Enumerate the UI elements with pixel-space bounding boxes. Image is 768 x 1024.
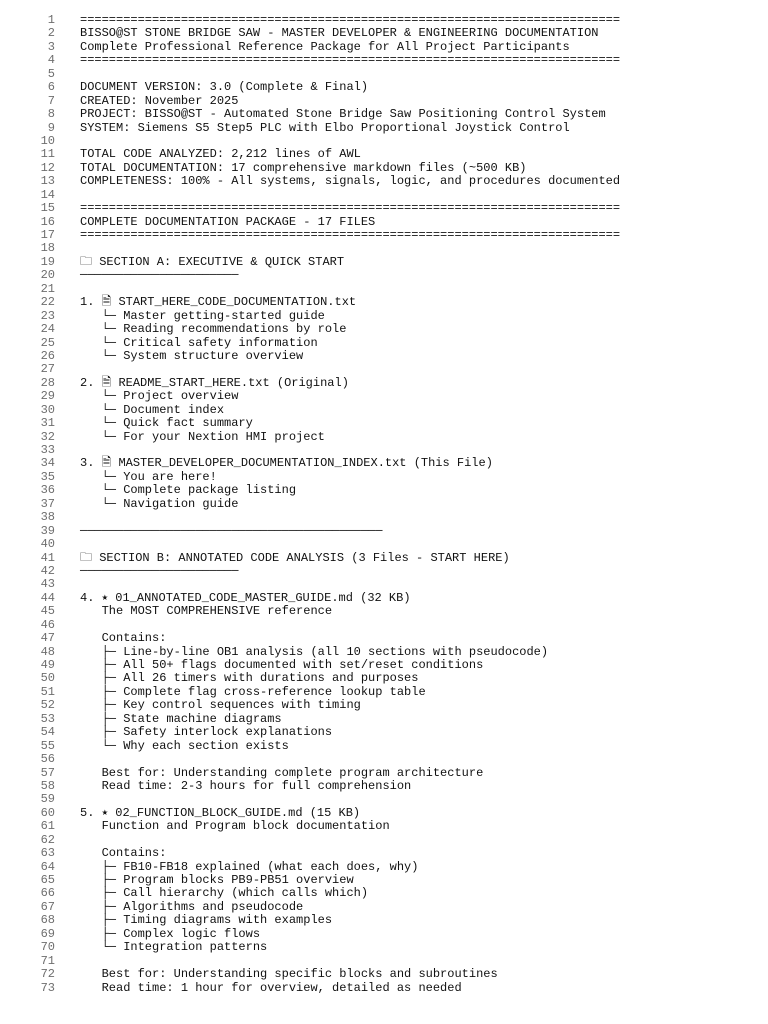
line-number: 10 xyxy=(40,133,55,148)
code-line xyxy=(0,726,768,739)
code-line xyxy=(0,565,768,578)
code-line xyxy=(0,793,768,806)
line-number: 15 xyxy=(40,201,55,216)
code-line xyxy=(0,68,768,81)
code-line xyxy=(0,619,768,632)
code-line xyxy=(0,592,768,605)
line-number: 21 xyxy=(40,281,55,296)
line-text: └─ For your Nextion HMI project xyxy=(80,429,325,444)
line-text: =========================================================================== xyxy=(80,13,621,27)
line-text: ├─ Algorithms and pseudocode xyxy=(80,899,304,914)
line-number: 60 xyxy=(40,805,55,820)
line-number: 57 xyxy=(40,765,55,780)
code-line xyxy=(0,525,768,538)
line-text: ├─ Call hierarchy (which calls which) xyxy=(80,886,369,901)
line-text: └─ Project overview xyxy=(80,389,239,404)
line-number: 7 xyxy=(47,93,55,108)
code-line xyxy=(0,498,768,511)
line-number: 18 xyxy=(40,241,55,256)
line-text: ├─ FB10-FB18 explained (what each does, why) xyxy=(80,859,419,874)
line-number: 73 xyxy=(40,980,55,995)
line-number: 38 xyxy=(40,510,55,525)
line-number: 5 xyxy=(47,66,55,81)
line-number: 49 xyxy=(40,658,55,672)
line-number: 70 xyxy=(40,940,55,955)
line-number: 9 xyxy=(47,120,55,135)
line-text: Contains: xyxy=(80,631,167,646)
code-line xyxy=(0,632,768,645)
line-text: ├─ Line-by-line OB1 analysis (all 10 sections with pseudocode) xyxy=(80,644,549,659)
code-line xyxy=(0,189,768,202)
code-line xyxy=(0,578,768,591)
line-text: TOTAL DOCUMENTATION: 17 comprehensive markdown files (~500 KB) xyxy=(80,160,527,175)
line-text: 5. ⭑ 02_FUNCTION_BLOCK_GUIDE.md (15 KB) xyxy=(80,805,361,820)
line-text: ├─ Key control sequences with timing xyxy=(80,698,361,713)
line-text: Best for: Understanding complete program architecture xyxy=(80,765,484,780)
line-text: Best for: Understanding specific blocks and subroutines xyxy=(80,967,498,982)
code-line xyxy=(0,753,768,766)
line-text: 3. 🗎 MASTER_DEVELOPER_DOCUMENTATION_INDEX.txt (This File) xyxy=(80,456,493,471)
code-line xyxy=(0,538,768,551)
line-number: 19 xyxy=(40,254,55,269)
code-line xyxy=(0,350,768,363)
code-line xyxy=(0,296,768,309)
line-text: ├─ All 26 timers with durations and purposes xyxy=(80,671,419,686)
line-number: 54 xyxy=(40,725,55,740)
code-line xyxy=(0,323,768,336)
line-number: 53 xyxy=(40,711,55,726)
line-number: 56 xyxy=(40,752,55,767)
code-line xyxy=(0,968,768,981)
line-text: ├─ Safety interlock explanations xyxy=(80,725,333,740)
line-text: └─ Quick fact summary xyxy=(80,416,253,431)
code-line xyxy=(0,686,768,699)
line-text: └─ System structure overview xyxy=(80,348,304,363)
code-line xyxy=(0,861,768,874)
line-number: 33 xyxy=(40,443,55,457)
line-text: ├─ Complete flag cross-reference lookup table xyxy=(80,684,426,699)
line-text: ├─ All 50+ flags documented with set/reset conditions xyxy=(80,658,484,672)
line-number: 36 xyxy=(40,483,55,498)
line-number: 22 xyxy=(40,295,55,310)
code-line xyxy=(0,444,768,457)
line-text: The MOST COMPREHENSIVE reference xyxy=(80,604,333,619)
line-number: 39 xyxy=(40,523,55,538)
line-text: =========================================================================== xyxy=(80,53,621,68)
code-line xyxy=(0,269,768,282)
line-text: Function and Program block documentation xyxy=(80,819,390,834)
code-line xyxy=(0,780,768,793)
line-number: 63 xyxy=(40,846,55,861)
line-number: 61 xyxy=(40,819,55,834)
code-line xyxy=(0,256,768,269)
code-line xyxy=(0,941,768,954)
code-line xyxy=(0,54,768,67)
line-number: 46 xyxy=(40,617,55,632)
code-line xyxy=(0,646,768,659)
line-number: 42 xyxy=(40,563,55,578)
line-text: 🗀 SECTION B: ANNOTATED CODE ANALYSIS (3 Files - START HERE) xyxy=(80,550,510,565)
line-number: 1 xyxy=(47,13,55,27)
code-line xyxy=(0,471,768,484)
code-line xyxy=(0,511,768,524)
line-number: 35 xyxy=(40,469,55,484)
line-number: 72 xyxy=(40,967,55,982)
code-line xyxy=(0,431,768,444)
line-text: └─ Integration patterns xyxy=(80,940,268,955)
line-text: Complete Professional Reference Package for All Project Participants xyxy=(80,39,570,54)
code-line xyxy=(0,216,768,229)
code-line xyxy=(0,404,768,417)
code-line xyxy=(0,847,768,860)
line-text: ├─ Complex logic flows xyxy=(80,926,261,941)
line-number: 6 xyxy=(47,80,55,95)
code-line xyxy=(0,363,768,376)
line-text: └─ You are here! xyxy=(80,469,217,484)
line-number: 13 xyxy=(40,174,55,189)
line-text: Read time: 2-3 hours for full comprehension xyxy=(80,778,412,793)
code-line xyxy=(0,41,768,54)
line-number: 12 xyxy=(40,160,55,175)
code-line xyxy=(0,108,768,121)
line-number: 55 xyxy=(40,738,55,753)
line-number: 65 xyxy=(40,873,55,887)
line-text: ├─ Program blocks PB9-PB51 overview xyxy=(80,873,354,887)
line-number: 58 xyxy=(40,778,55,793)
line-number: 43 xyxy=(40,577,55,592)
line-number: 27 xyxy=(40,362,55,377)
line-number: 50 xyxy=(40,671,55,686)
line-number: 23 xyxy=(40,308,55,323)
code-line xyxy=(0,122,768,135)
line-text: 4. ⭑ 01_ANNOTATED_CODE_MASTER_GUIDE.md (32 KB) xyxy=(80,590,411,605)
code-line xyxy=(0,699,768,712)
line-text: 1. 🗎 START_HERE_CODE_DOCUMENTATION.txt xyxy=(80,295,357,310)
line-text: BISSO@ST STONE BRIDGE SAW - MASTER DEVELOPER & ENGINEERING DOCUMENTATION xyxy=(80,26,599,41)
line-number: 28 xyxy=(40,375,55,390)
code-line xyxy=(0,955,768,968)
line-text: DOCUMENT VERSION: 3.0 (Complete & Final) xyxy=(80,80,369,95)
line-number: 34 xyxy=(40,456,55,471)
code-line xyxy=(0,914,768,927)
line-text: └─ Critical safety information xyxy=(80,335,318,350)
code-line xyxy=(0,242,768,255)
code-line xyxy=(0,807,768,820)
code-line xyxy=(0,162,768,175)
line-number: 11 xyxy=(40,147,55,162)
code-line xyxy=(0,81,768,94)
line-text: PROJECT: BISSO@ST - Automated Stone Bridge Saw Positioning Control System xyxy=(80,107,606,122)
line-number: 37 xyxy=(40,496,55,511)
code-line xyxy=(0,552,768,565)
code-line xyxy=(0,820,768,833)
code-line xyxy=(0,390,768,403)
code-line xyxy=(0,457,768,470)
line-text: └─ Navigation guide xyxy=(80,496,239,511)
code-line xyxy=(0,283,768,296)
line-text: ────────────────────── xyxy=(80,268,239,283)
line-text: SYSTEM: Siemens S5 Step5 PLC with Elbo Proportional Joystick Control xyxy=(80,120,570,135)
line-text: 🗀 SECTION A: EXECUTIVE & QUICK START xyxy=(80,254,345,269)
line-number: 25 xyxy=(40,335,55,350)
code-line xyxy=(0,135,768,148)
line-number: 71 xyxy=(40,953,55,968)
code-line xyxy=(0,834,768,847)
line-text: ────────────────────── xyxy=(80,563,239,578)
code-line xyxy=(0,901,768,914)
line-number: 2 xyxy=(47,26,55,41)
line-number: 8 xyxy=(47,107,55,122)
line-text: └─ Master getting-started guide xyxy=(80,308,325,323)
code-line xyxy=(0,27,768,40)
line-number: 31 xyxy=(40,416,55,431)
line-number: 41 xyxy=(40,550,55,565)
code-line xyxy=(0,337,768,350)
line-text: COMPLETENESS: 100% - All systems, signals, logic, and procedures documented xyxy=(80,174,621,189)
line-text: ├─ Timing diagrams with examples xyxy=(80,913,333,928)
code-line xyxy=(0,672,768,685)
line-number: 14 xyxy=(40,187,55,202)
code-line xyxy=(0,229,768,242)
line-number: 68 xyxy=(40,913,55,928)
line-number: 52 xyxy=(40,698,55,713)
line-number: 30 xyxy=(40,402,55,417)
code-line xyxy=(0,605,768,618)
code-line xyxy=(0,148,768,161)
code-lines xyxy=(0,14,768,995)
line-number: 40 xyxy=(40,537,55,552)
line-number: 66 xyxy=(40,886,55,901)
code-line xyxy=(0,928,768,941)
line-number: 51 xyxy=(40,684,55,699)
line-text: ────────────────────────────────────────── xyxy=(80,523,383,538)
line-number: 59 xyxy=(40,792,55,807)
code-line xyxy=(0,202,768,215)
line-text: Read time: 1 hour for overview, detailed as needed xyxy=(80,980,462,995)
line-number: 48 xyxy=(40,644,55,659)
line-number: 64 xyxy=(40,859,55,874)
code-line xyxy=(0,95,768,108)
line-number: 24 xyxy=(40,322,55,337)
code-line xyxy=(0,887,768,900)
line-number: 20 xyxy=(40,268,55,283)
line-number: 4 xyxy=(47,53,55,68)
line-number: 45 xyxy=(40,604,55,619)
code-line xyxy=(0,175,768,188)
code-line xyxy=(0,713,768,726)
line-number: 47 xyxy=(40,631,55,646)
code-line xyxy=(0,982,768,995)
line-text: 2. 🗎 README_START_HERE.txt (Original) xyxy=(80,375,349,390)
line-number: 32 xyxy=(40,429,55,444)
line-text: COMPLETE DOCUMENTATION PACKAGE - 17 FILES xyxy=(80,214,376,229)
line-number: 29 xyxy=(40,389,55,404)
line-text: └─ Complete package listing xyxy=(80,483,297,498)
line-number: 69 xyxy=(40,926,55,941)
code-line xyxy=(0,417,768,430)
line-text: └─ Document index xyxy=(80,402,225,417)
line-text: ├─ State machine diagrams xyxy=(80,711,282,726)
line-text: └─ Why each section exists xyxy=(80,738,289,753)
line-text: TOTAL CODE ANALYZED: 2,212 lines of AWL xyxy=(80,147,361,162)
line-number: 17 xyxy=(40,228,55,242)
line-text: =========================================================================== xyxy=(80,228,621,242)
line-text: CREATED: November 2025 xyxy=(80,93,239,108)
code-line xyxy=(0,874,768,887)
code-line xyxy=(0,767,768,780)
code-line xyxy=(0,14,768,27)
code-line xyxy=(0,659,768,672)
line-number: 3 xyxy=(47,39,55,54)
code-line xyxy=(0,740,768,753)
code-line xyxy=(0,377,768,390)
code-line xyxy=(0,310,768,323)
line-text: └─ Reading recommendations by role xyxy=(80,322,347,337)
line-number: 26 xyxy=(40,348,55,363)
line-number: 16 xyxy=(40,214,55,229)
line-text: Contains: xyxy=(80,846,167,861)
line-number: 62 xyxy=(40,832,55,847)
line-text: =========================================================================== xyxy=(80,201,621,216)
line-number: 67 xyxy=(40,899,55,914)
code-line xyxy=(0,484,768,497)
line-number: 44 xyxy=(40,590,55,605)
